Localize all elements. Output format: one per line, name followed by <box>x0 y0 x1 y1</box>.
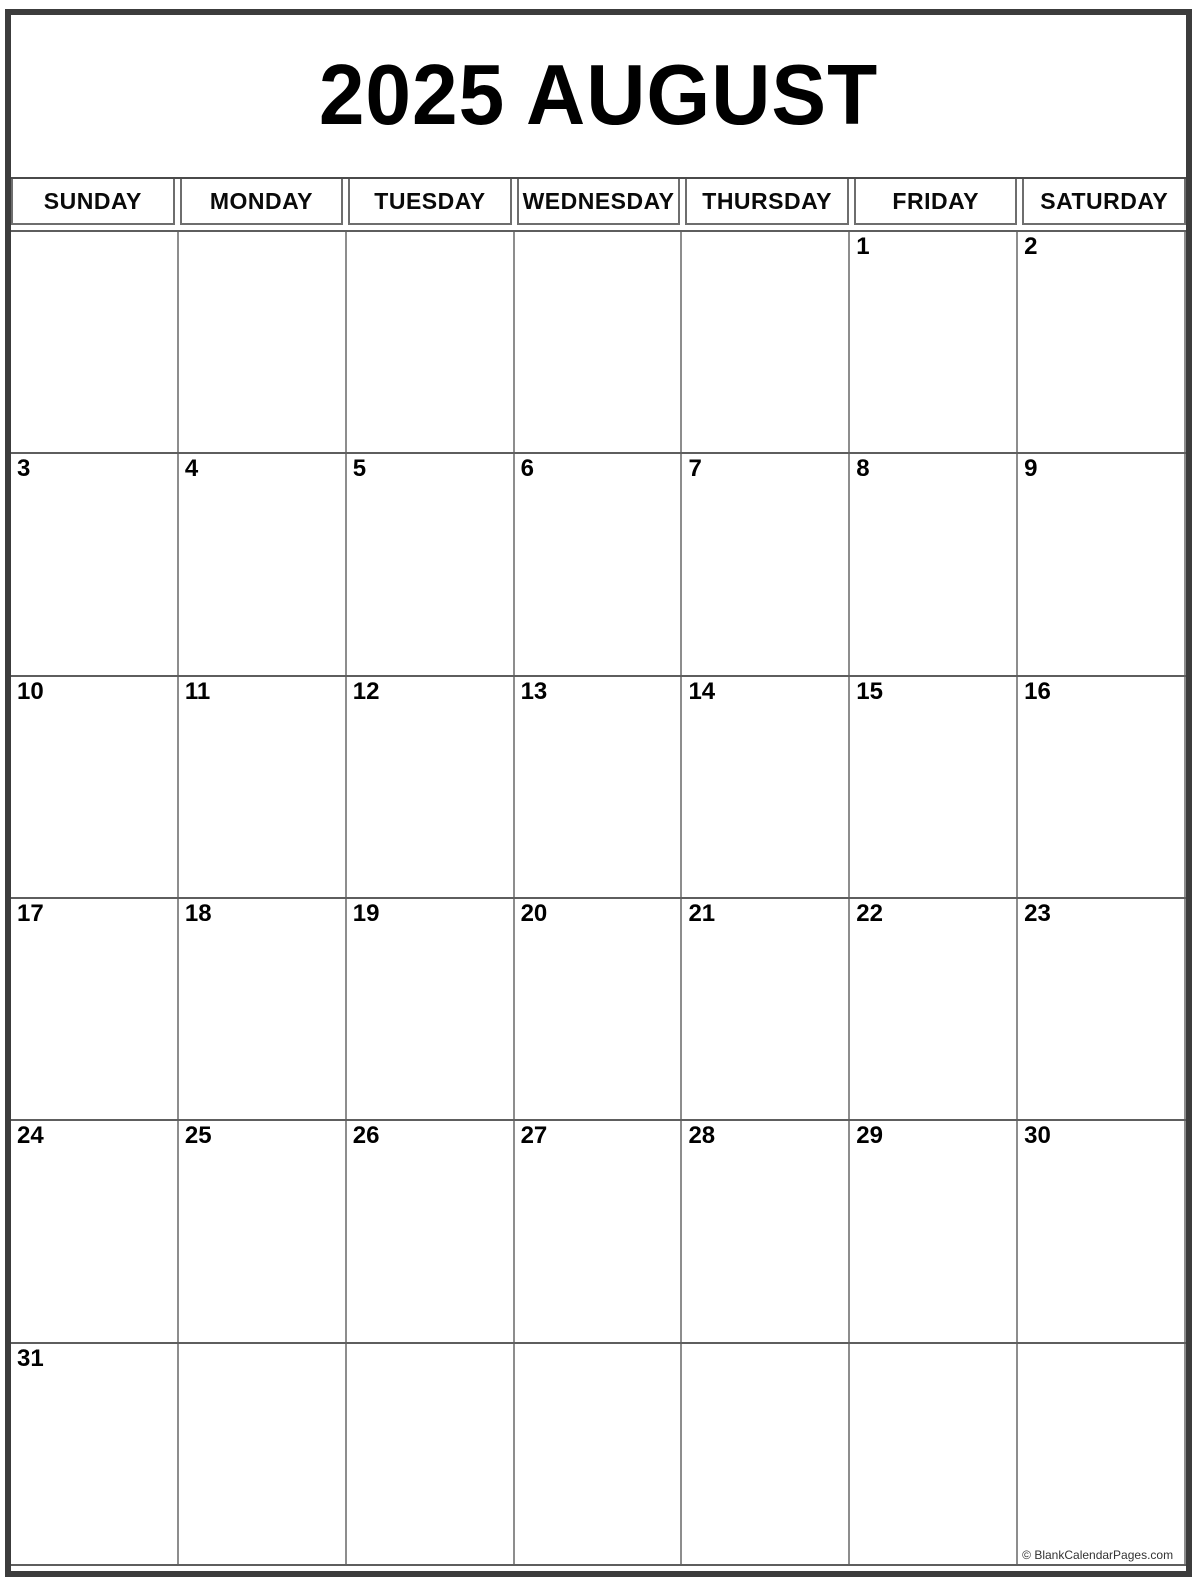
day-number <box>682 1344 848 1345</box>
day-number: 23 <box>1024 899 1051 927</box>
day-cell-aug-11 <box>177 677 345 897</box>
day-cell-aug-13 <box>513 677 681 897</box>
week-row-6 <box>11 1342 1186 1564</box>
day-cell <box>513 1344 681 1564</box>
day-cell-aug-18 <box>177 899 345 1119</box>
day-cell-aug-15 <box>848 677 1016 897</box>
day-number <box>179 1344 345 1345</box>
day-cell <box>1016 1344 1186 1564</box>
day-number <box>515 232 681 233</box>
day-number: 1 <box>856 233 870 260</box>
day-cell-aug-1 <box>848 232 1016 452</box>
week-row-1 <box>11 230 1186 452</box>
day-number <box>347 1344 513 1345</box>
week-row-4 <box>11 897 1186 1119</box>
day-cell <box>680 1344 848 1564</box>
day-number: 28 <box>688 1122 716 1150</box>
day-cell-aug-30 <box>1016 1121 1186 1341</box>
day-number: 6 <box>520 455 534 483</box>
weekday-header-tuesday: TUESDAY <box>348 179 512 225</box>
week-row-5 <box>11 1119 1186 1341</box>
day-number: 14 <box>688 677 716 705</box>
calendar-title: 2025 AUGUST <box>318 48 879 143</box>
day-number: 4 <box>184 455 199 483</box>
day-cell-aug-8 <box>848 454 1016 674</box>
weekday-header-sunday: SUNDAY <box>11 179 175 225</box>
day-number: 16 <box>1024 677 1051 705</box>
week-row-3 <box>11 675 1186 897</box>
day-cell-aug-27 <box>513 1121 681 1341</box>
day-number: 24 <box>17 1122 44 1150</box>
day-number: 22 <box>856 899 883 927</box>
day-number: 8 <box>856 455 870 483</box>
watermark-text: © BlankCalendarPages.com <box>1022 1547 1174 1562</box>
title-bar <box>11 15 1186 177</box>
day-cell-aug-31 <box>11 1344 177 1564</box>
day-number: 25 <box>184 1122 212 1150</box>
calendar-grid <box>11 230 1186 1566</box>
day-cell <box>345 1344 513 1564</box>
day-number: 21 <box>688 899 716 927</box>
day-cell <box>680 232 848 452</box>
day-number: 17 <box>17 899 44 927</box>
week-row-2 <box>11 452 1186 674</box>
day-cell <box>11 232 177 452</box>
day-number: 29 <box>856 1122 883 1150</box>
day-cell <box>513 232 681 452</box>
day-number <box>1018 1344 1184 1345</box>
day-cell-aug-26 <box>345 1121 513 1341</box>
day-cell-aug-4 <box>177 454 345 674</box>
day-cell-aug-5 <box>345 454 513 674</box>
day-number: 26 <box>352 1122 380 1150</box>
day-number: 2 <box>1024 233 1038 260</box>
weekday-header-wednesday: WEDNESDAY <box>517 179 681 225</box>
day-number: 7 <box>688 455 702 483</box>
day-cell-aug-20 <box>513 899 681 1119</box>
weekday-header-friday: FRIDAY <box>854 179 1018 225</box>
weekday-header-monday: MONDAY <box>180 179 344 225</box>
day-number <box>682 232 848 233</box>
day-cell <box>177 1344 345 1564</box>
day-number: 9 <box>1024 455 1038 483</box>
day-cell-aug-17 <box>11 899 177 1119</box>
day-number <box>179 232 345 233</box>
day-number <box>515 1344 681 1345</box>
day-cell-aug-22 <box>848 899 1016 1119</box>
day-cell-aug-21 <box>680 899 848 1119</box>
day-cell-aug-3 <box>11 454 177 674</box>
day-number: 13 <box>520 677 548 705</box>
day-cell <box>345 232 513 452</box>
day-cell-aug-28 <box>680 1121 848 1341</box>
day-cell <box>177 232 345 452</box>
day-cell-aug-29 <box>848 1121 1016 1341</box>
day-cell-aug-24 <box>11 1121 177 1341</box>
day-cell-aug-16 <box>1016 677 1186 897</box>
day-cell-aug-6 <box>513 454 681 674</box>
day-cell-aug-2 <box>1016 232 1186 452</box>
day-cell-aug-12 <box>345 677 513 897</box>
weekday-header-thursday: THURSDAY <box>685 179 849 225</box>
day-number <box>850 1344 1016 1345</box>
weekday-header-row <box>11 177 1186 225</box>
day-cell-aug-23 <box>1016 899 1186 1119</box>
day-cell-aug-7 <box>680 454 848 674</box>
day-number: 11 <box>184 677 211 705</box>
day-number: 10 <box>17 677 44 705</box>
day-cell-aug-25 <box>177 1121 345 1341</box>
weekday-header-saturday: SATURDAY <box>1022 179 1186 225</box>
day-number: 5 <box>352 455 367 483</box>
day-number: 27 <box>520 1122 548 1150</box>
day-number: 20 <box>520 899 548 927</box>
day-number: 12 <box>352 677 380 705</box>
calendar-page-frame <box>5 9 1192 1577</box>
day-cell-aug-10 <box>11 677 177 897</box>
day-cell-aug-9 <box>1016 454 1186 674</box>
day-number <box>347 232 513 233</box>
day-number <box>11 232 177 233</box>
day-cell-aug-19 <box>345 899 513 1119</box>
day-number: 31 <box>17 1344 44 1372</box>
day-number: 15 <box>856 677 883 705</box>
day-cell <box>848 1344 1016 1564</box>
day-number: 18 <box>184 899 212 927</box>
day-number: 19 <box>352 899 380 927</box>
day-cell-aug-14 <box>680 677 848 897</box>
day-number: 3 <box>17 455 31 483</box>
day-number: 30 <box>1024 1122 1051 1150</box>
